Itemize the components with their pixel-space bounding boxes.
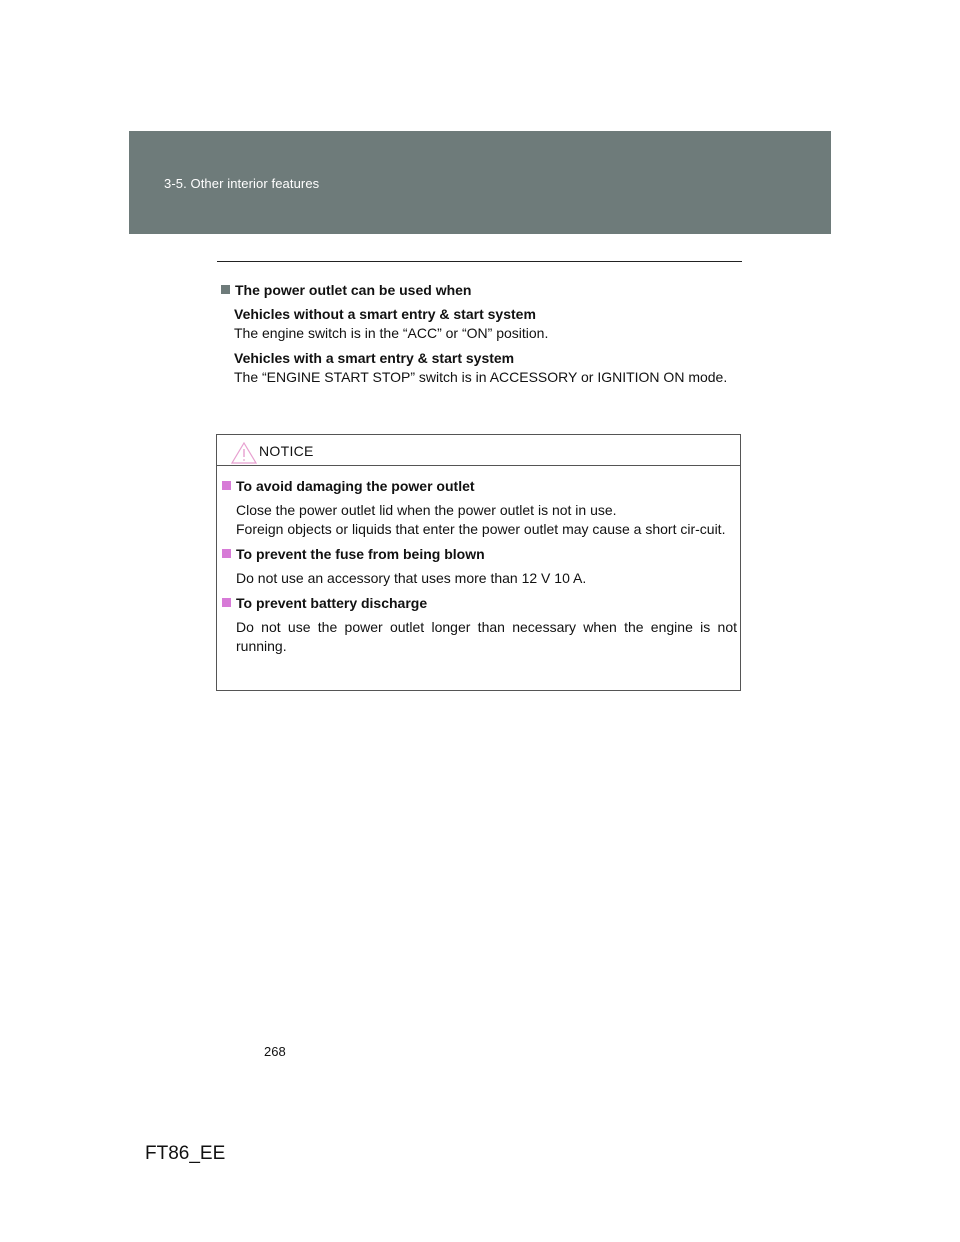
notice-line: Close the power outlet lid when the power outlet is not in use. [236,502,617,518]
notice-heading-outlet: To avoid damaging the power outlet [236,478,475,494]
notice-body [222,477,737,662]
without-smart-entry-text: The engine switch is in the “ACC” or “ON” position. [234,325,549,341]
document-code: FT86_EE [145,1143,226,1164]
notice-heading-battery: To prevent battery discharge [236,595,428,611]
notice-item-heading [222,545,737,564]
page-number: 268 [264,1044,286,1059]
top-rule [217,261,742,262]
notice-line: Do not use the power outlet longer than necessary when the engine is not running. [236,619,737,654]
warning-triangle-icon [231,442,257,464]
notice-heading-fuse: To prevent the fuse from being blown [236,546,485,562]
notice-label: NOTICE [259,443,314,459]
notice-item-heading [222,477,737,496]
square-bullet-icon [222,549,231,558]
power-outlet-heading [221,281,741,300]
header-band [129,131,831,234]
notice-line: Do not use an accessory that uses more than 12 V 10 A. [236,570,587,586]
power-outlet-section [221,281,741,387]
notice-box [216,434,741,691]
power-outlet-heading-text: The power outlet can be used when [235,282,472,298]
notice-item-text [236,569,737,588]
notice-item-heading [222,594,737,613]
notice-line: Foreign objects or liquids that enter the power outlet may cause a short cir-cuit. [236,521,726,537]
square-bullet-icon [222,481,231,490]
with-smart-entry-label: Vehicles with a smart entry & start system [234,350,515,366]
with-smart-entry-text: The “ENGINE START STOP” switch is in ACCESSORY or IGNITION ON mode. [234,369,728,385]
square-bullet-icon [222,598,231,607]
square-bullet-icon [221,285,230,294]
notice-header [217,435,740,466]
notice-item-text [236,501,737,539]
section-title: 3-5. Other interior features [164,176,320,191]
without-smart-entry-label: Vehicles without a smart entry & start system [234,306,536,322]
notice-item-text [236,618,737,656]
